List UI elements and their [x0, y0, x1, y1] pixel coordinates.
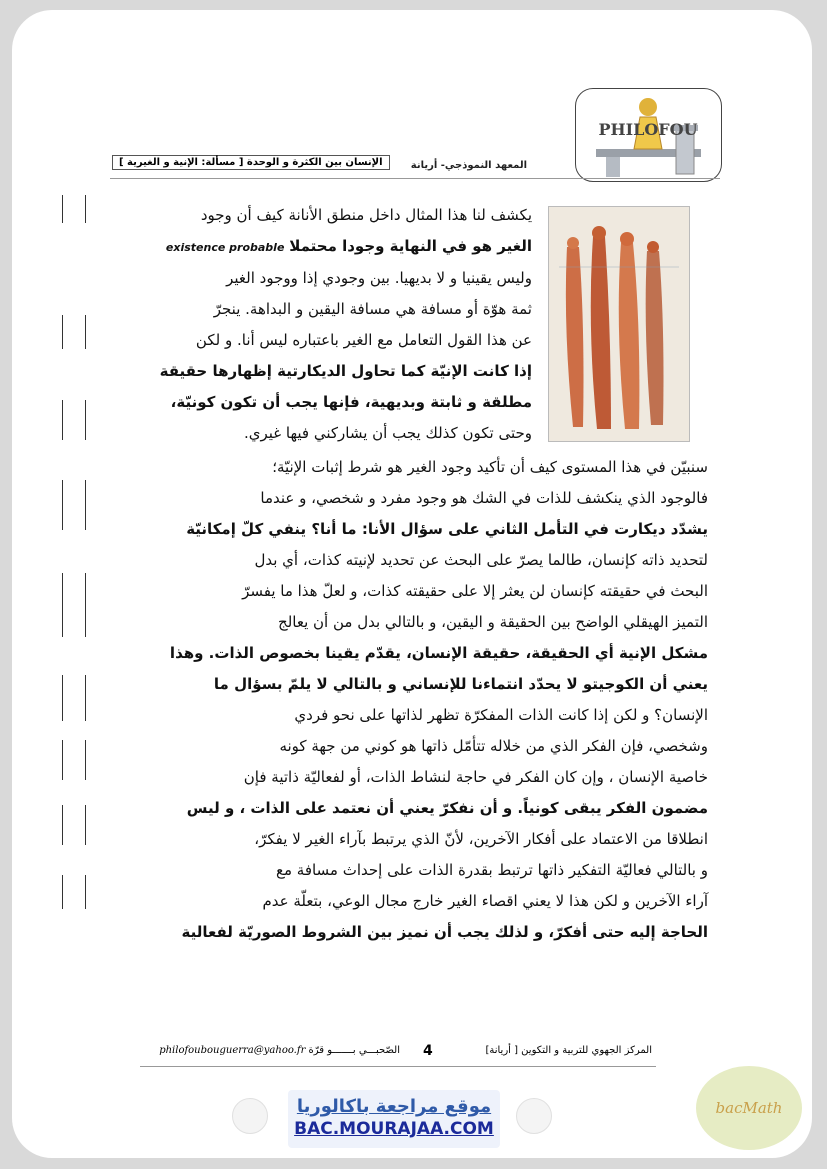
figures-painting — [548, 206, 690, 442]
intro-paragraph: يكشف لنا هذا المثال داخل منطق الأنانة كيف أن وجود الغير هو في النهاية وجودا محتملا existence probable وليس يقينيا و لا بديهيا. بين وجودي إذا ووجود الغير ثمة هوّة أو مسافة هي مسافة اليقين و البداهة. ينجرّ عن هذا القول التعامل مع الغير باعتباره ليس أنا. و لكن إذا كانت الإنيّة كما تحاول الديكارتية إظهارها حقيقة مطلقة و ثابتة وبديهية، فإنها يجب أن تكون كونيّة، وحتى تكون كذلك يجب أن يشاركني فيها غيري. — [159, 206, 532, 442]
footer-center-name: المركز الجهوي للتربية و التكوين [ أريانة] — [485, 1045, 652, 1056]
body-paragraph: سنبيّن في هذا المستوى كيف أن تأكيد وجود الغير هو شرط إثبات الإنيّة؛ فالوجود الذي ينكشف للذات في الشك هو وجود مفرد و شخصي، و عندما يشدّد ديكارت في التأمل الثاني على سؤال الأنا: ما أنا؟ ينفي كلّ إمكانيّة لتحديد ذاته كإنسان، طالما يصرّ على البحث عن تحديد لإنيته كذات، أي بدل البحث في حقيقته كإنسان لن يعثر إلا على حقيقته كذات، و لعلّ هذا ما يفسرّ التميز الهيقلي الواضح بين الحقيقة و اليقين، و بالتالي بدل من أن يعالج مشكل الإنية أي الحقيقة، حقيقة الإنسان، يقدّم يقينا بخصوص الذات. وهذا يعني أن الكوجيتو لا يحدّد انتماءنا للإنساني و بالتالي لا يلمّ بسؤال ما الإنسان؟ و لكن إذا كانت الذات المفكرّة تظهر لذاتها على نحو فردي وشخصي، فإن الفكر الذي من خلاله تتأمّل ذاتها هو كوني من جهة كونه خاصية الإنسان ، وإن كان الفكر في حاجة لنشاط الذات، أو لفعاليّة ذاتية فإن مضمون الفكر يبقى كونياً. و أن نفكرّ يعني أن نعتمد على الذات ، و ليس انطلاقا من الاعتماد على أفكار الآخرين، لأنّ الذي يرتبط بآراء الغير لا يفكرّ، و بالتالي فعاليّة التفكير ذاتها ترتبط بقدرة الذات على إحداث مسافة مع آراء الآخرين و لكن هذا لا يعني اقصاء الغير خارج مجال الوعي، بتعلّة عدم الحاجة إليه حتى أفكرّ، و لذلك يجب أن نميز بين الشروط الصوريّة لفعالية — [169, 458, 708, 941]
banner-url-link[interactable]: BAC.MOURAJAA.COM — [294, 1119, 494, 1139]
header-course-title: الإنسان بين الكثرة و الوحدة [ مسألة: الإنية و الغيرية ] — [112, 155, 390, 170]
site-logo-right-icon — [516, 1098, 552, 1134]
website-banner[interactable] — [288, 1090, 500, 1148]
banner-arabic-text[interactable]: موقع مراجعة باكالوريا — [296, 1096, 492, 1117]
margin-decoration — [62, 195, 92, 955]
site-logo-left-icon — [232, 1098, 268, 1134]
bacmath-badge: bacMath — [696, 1066, 802, 1150]
author-email: philofoubouguerra@yahoo.fr — [159, 1045, 306, 1056]
svg-text:PHILOFOU: PHILOFOU — [598, 120, 698, 139]
footer-author: الصّحبـــي بـــــــو قرّة philofoubouguerra@yahoo.fr — [159, 1045, 400, 1056]
header-institution: المعهد النموذجي- أريانة — [410, 160, 527, 171]
footer-rule — [140, 1066, 656, 1067]
latin-term: existence probable — [165, 241, 285, 254]
page-number: 4 — [423, 1043, 433, 1059]
